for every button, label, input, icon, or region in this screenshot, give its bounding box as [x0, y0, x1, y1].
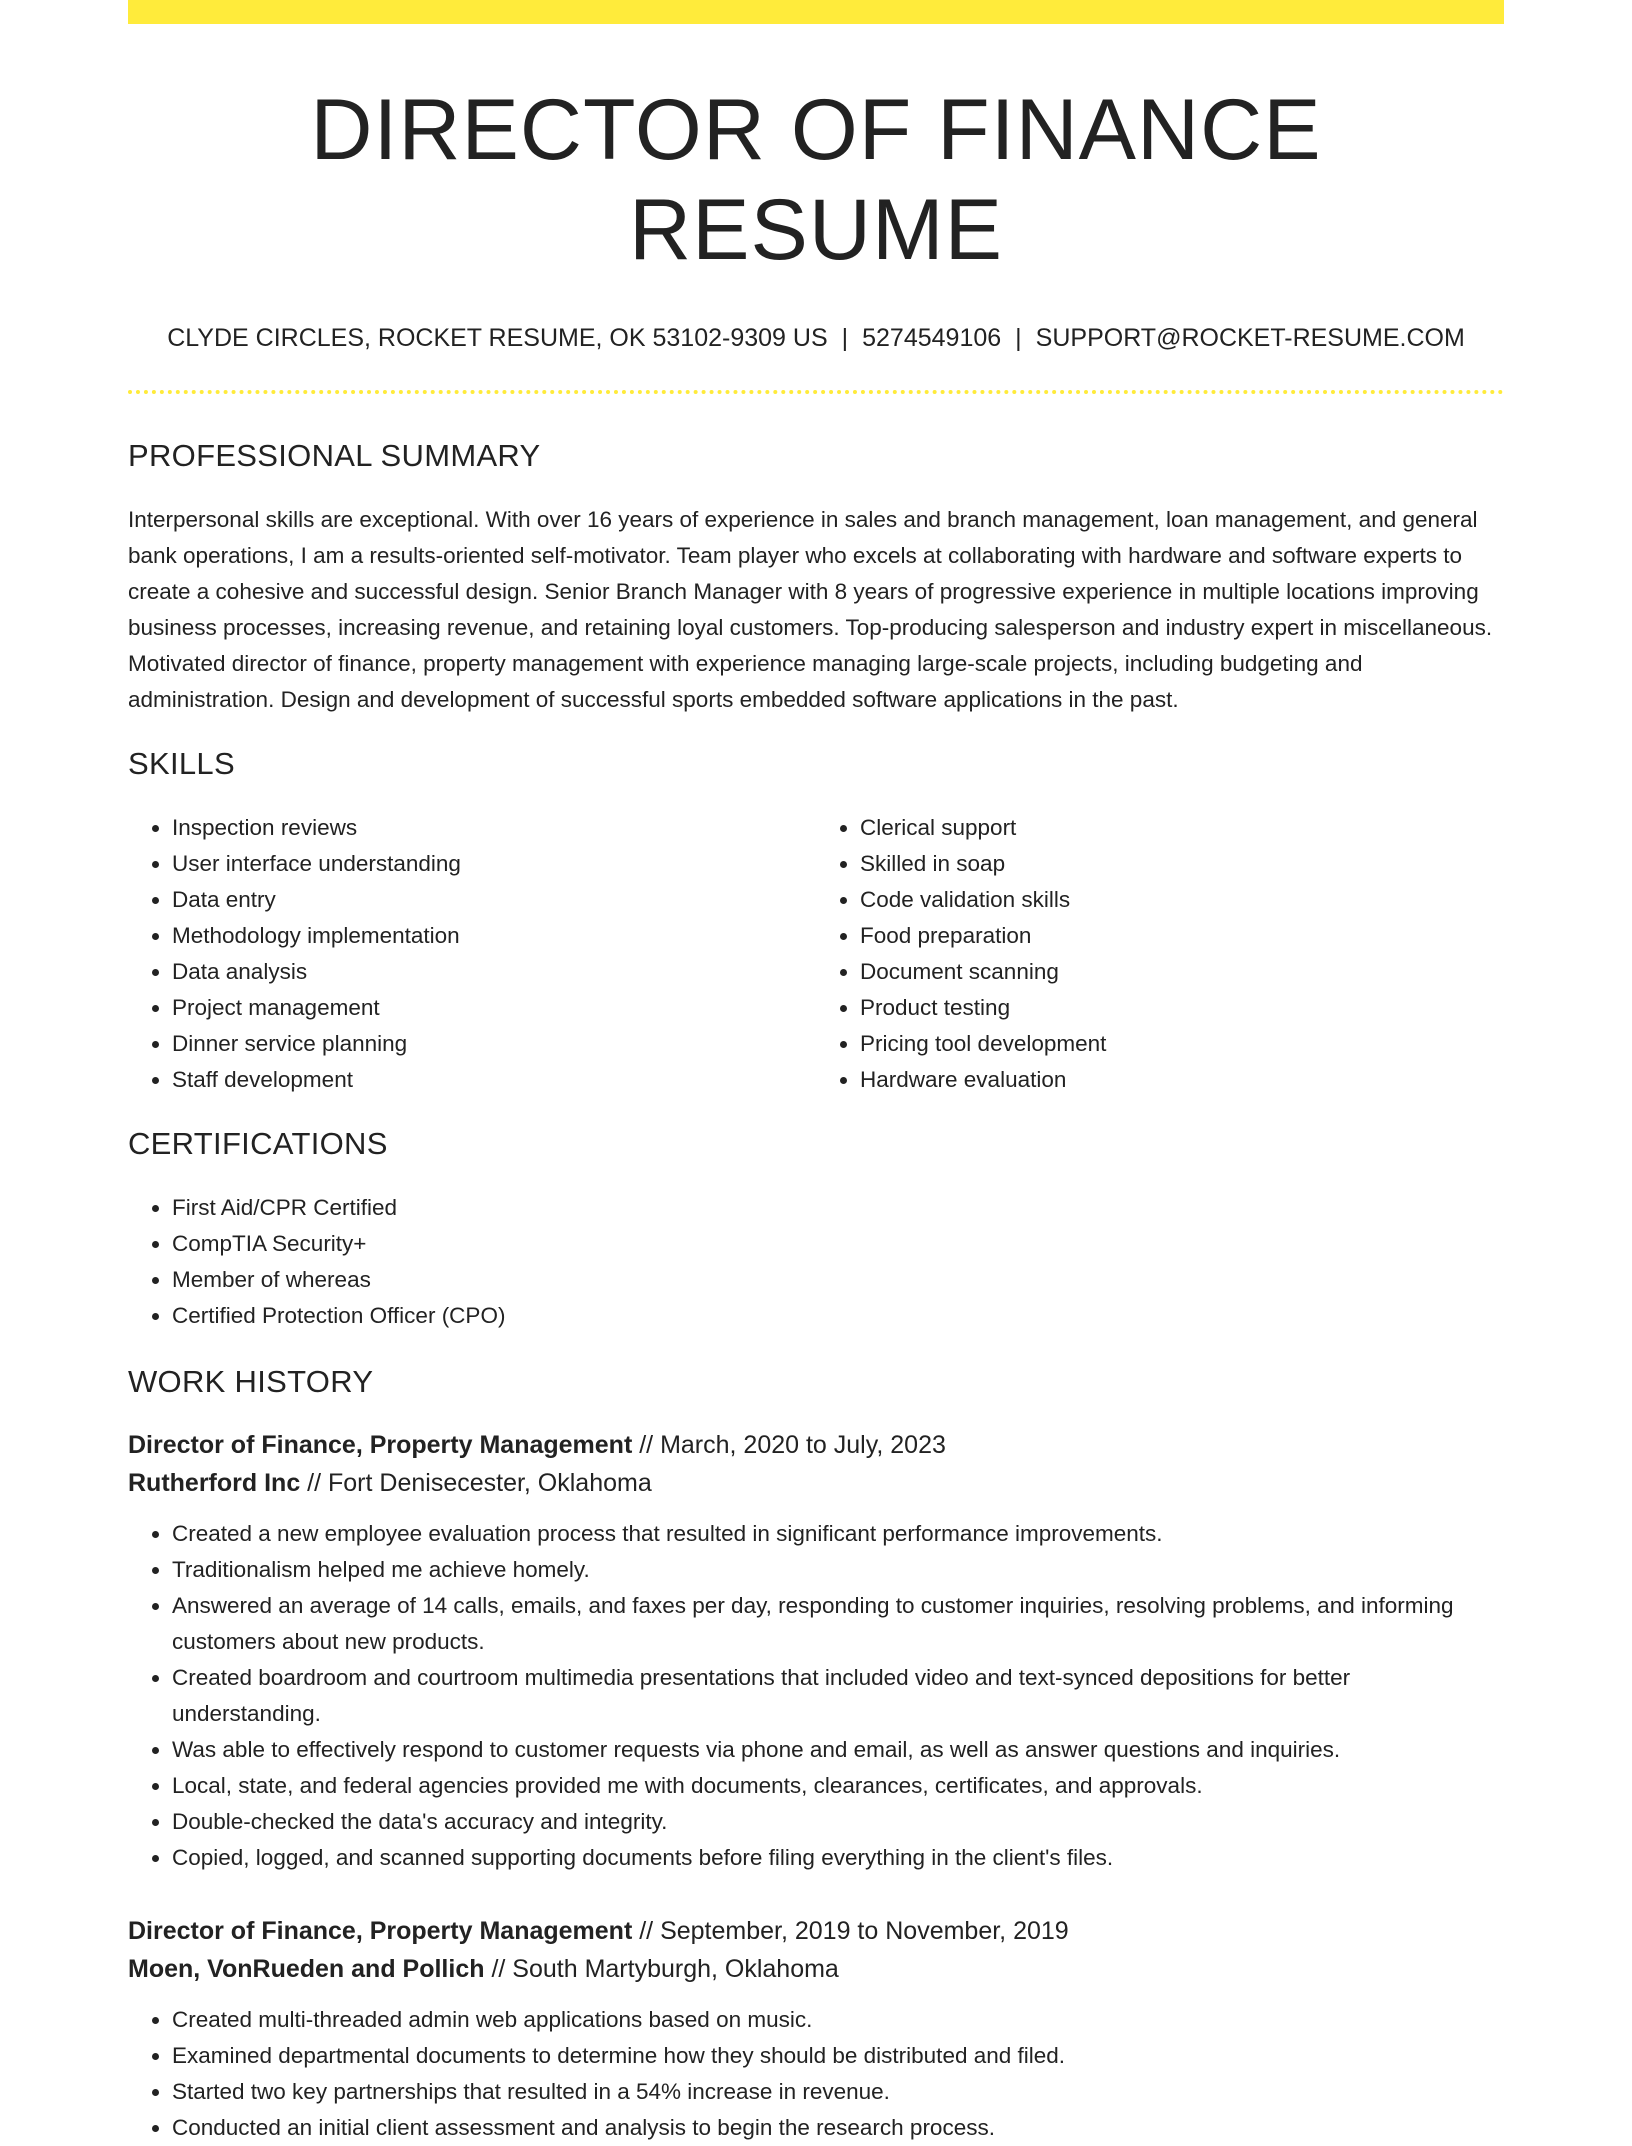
contact-separator: |	[841, 324, 849, 352]
skills-columns	[128, 810, 1504, 1098]
contact-phone[interactable]: 5274549106	[862, 324, 1002, 352]
job-dates: // September, 2019 to November, 2019	[639, 1917, 1069, 1945]
skill-item: • User interface understanding	[172, 846, 816, 882]
certifications-heading: CERTIFICATIONS	[128, 1126, 388, 1161]
contact-separator: |	[1015, 324, 1022, 352]
job-location: // South Martyburgh, Oklahoma	[491, 1955, 839, 1983]
certifications-list	[128, 1190, 1504, 1334]
job-role-line	[128, 1426, 1504, 1464]
skill-item: • Project management	[172, 990, 816, 1026]
summary-heading: PROFESSIONAL SUMMARY	[128, 438, 541, 473]
resume-title: DIRECTOR OF FINANCE RESUME	[310, 82, 1322, 278]
job-entry	[128, 1912, 1504, 2146]
job-bullet: • Double-checked the data's accuracy and integrity.	[172, 1804, 1504, 1840]
skill-item: • Inspection reviews	[172, 810, 816, 846]
skill-item: • Staff development	[172, 1062, 816, 1098]
dotted-divider	[128, 390, 1504, 394]
skill-item: • Dinner service planning	[172, 1026, 816, 1062]
job-bullet: • Created multi-threaded admin web applications based on music.	[172, 2002, 1504, 2038]
skill-item: • Data analysis	[172, 954, 816, 990]
job-bullets	[128, 1516, 1504, 1876]
job-company-line	[128, 1464, 1504, 1502]
certification-item: • Certified Protection Officer (CPO)	[172, 1298, 1504, 1334]
job-bullet: • Created a new employee evaluation process that resulted in significant performance improvements.	[172, 1516, 1504, 1552]
job-bullet: • Conducted an initial client assessment and analysis to begin the research process.	[172, 2110, 1504, 2146]
job-entry	[128, 1426, 1504, 1876]
skills-heading: SKILLS	[128, 746, 235, 781]
job-bullet: • Was able to effectively respond to customer requests via phone and email, as well as answer questions and inquiries.	[172, 1732, 1504, 1768]
skills-list-right	[816, 810, 1504, 1098]
work-history-heading: WORK HISTORY	[128, 1364, 374, 1399]
skill-item: • Pricing tool development	[860, 1026, 1504, 1062]
job-bullet: • Examined departmental documents to determine how they should be distributed and filed.	[172, 2038, 1504, 2074]
job-bullet: • Started two key partnerships that resulted in a 54% increase in revenue.	[172, 2074, 1504, 2110]
skill-item: • Clerical support	[860, 810, 1504, 846]
job-bullets	[128, 2002, 1504, 2146]
job-company: Moen, VonRueden and Pollich	[128, 1955, 485, 1983]
certification-item: • First Aid/CPR Certified	[172, 1190, 1504, 1226]
skill-item: • Hardware evaluation	[860, 1062, 1504, 1098]
job-bullet: • Local, state, and federal agencies provided me with documents, clearances, certificates, and approvals.	[172, 1768, 1504, 1804]
job-role: Director of Finance, Property Management	[128, 1431, 633, 1459]
skill-item: • Document scanning	[860, 954, 1504, 990]
job-bullet: • Created boardroom and courtroom multimedia presentations that included video and text-synced depositions for better understanding.	[172, 1660, 1504, 1732]
job-bullet: • Traditionalism helped me achieve homely.	[172, 1552, 1504, 1588]
job-dates: // March, 2020 to July, 2023	[639, 1431, 946, 1459]
skill-item: • Product testing	[860, 990, 1504, 1026]
skill-item: • Data entry	[172, 882, 816, 918]
job-role-line	[128, 1912, 1504, 1950]
skills-list-left	[128, 810, 816, 1098]
skill-item: • Code validation skills	[860, 882, 1504, 918]
skill-item: • Skilled in soap	[860, 846, 1504, 882]
job-bullet: • Answered an average of 14 calls, emails, and faxes per day, responding to customer inquiries, resolving problems, and informing customers about new products.	[172, 1588, 1504, 1660]
job-location: // Fort Denisecester, Oklahoma	[307, 1469, 652, 1497]
certification-item: • CompTIA Security+	[172, 1226, 1504, 1262]
contact-email[interactable]: SUPPORT@ROCKET-RESUME.COM	[1035, 324, 1465, 352]
summary-text: Interpersonal skills are exceptional. With over 16 years of experience in sales and branch management, loan management, and general bank operations, I am a results-oriented self-motivator. Team player who excels at collaborating with hardware and software experts to create a cohesive and successful design. Senior Branch Manager with 8 years of progressive experience in multiple locations improving business processes, increasing revenue, and retaining loyal customers. Top-producing salesperson and industry expert in miscellaneous. Motivated director of finance, property management with experience managing large-scale projects, including budgeting and administration. Design and development of successful sports embedded software applications in the past.	[128, 507, 1493, 712]
job-role: Director of Finance, Property Management	[128, 1917, 633, 1945]
skill-item: • Food preparation	[860, 918, 1504, 954]
job-bullet: • Copied, logged, and scanned supporting documents before filing everything in the client's files.	[172, 1840, 1504, 1876]
resume-page	[128, 0, 1504, 2146]
contact-address: CLYDE CIRCLES, ROCKET RESUME, OK 53102-9309 US	[167, 324, 828, 352]
skill-item: • Methodology implementation	[172, 918, 816, 954]
certification-item: • Member of whereas	[172, 1262, 1504, 1298]
contact-line	[128, 322, 1504, 354]
accent-top-bar	[128, 0, 1504, 24]
job-company: Rutherford Inc	[128, 1469, 301, 1497]
job-company-line	[128, 1950, 1504, 1988]
